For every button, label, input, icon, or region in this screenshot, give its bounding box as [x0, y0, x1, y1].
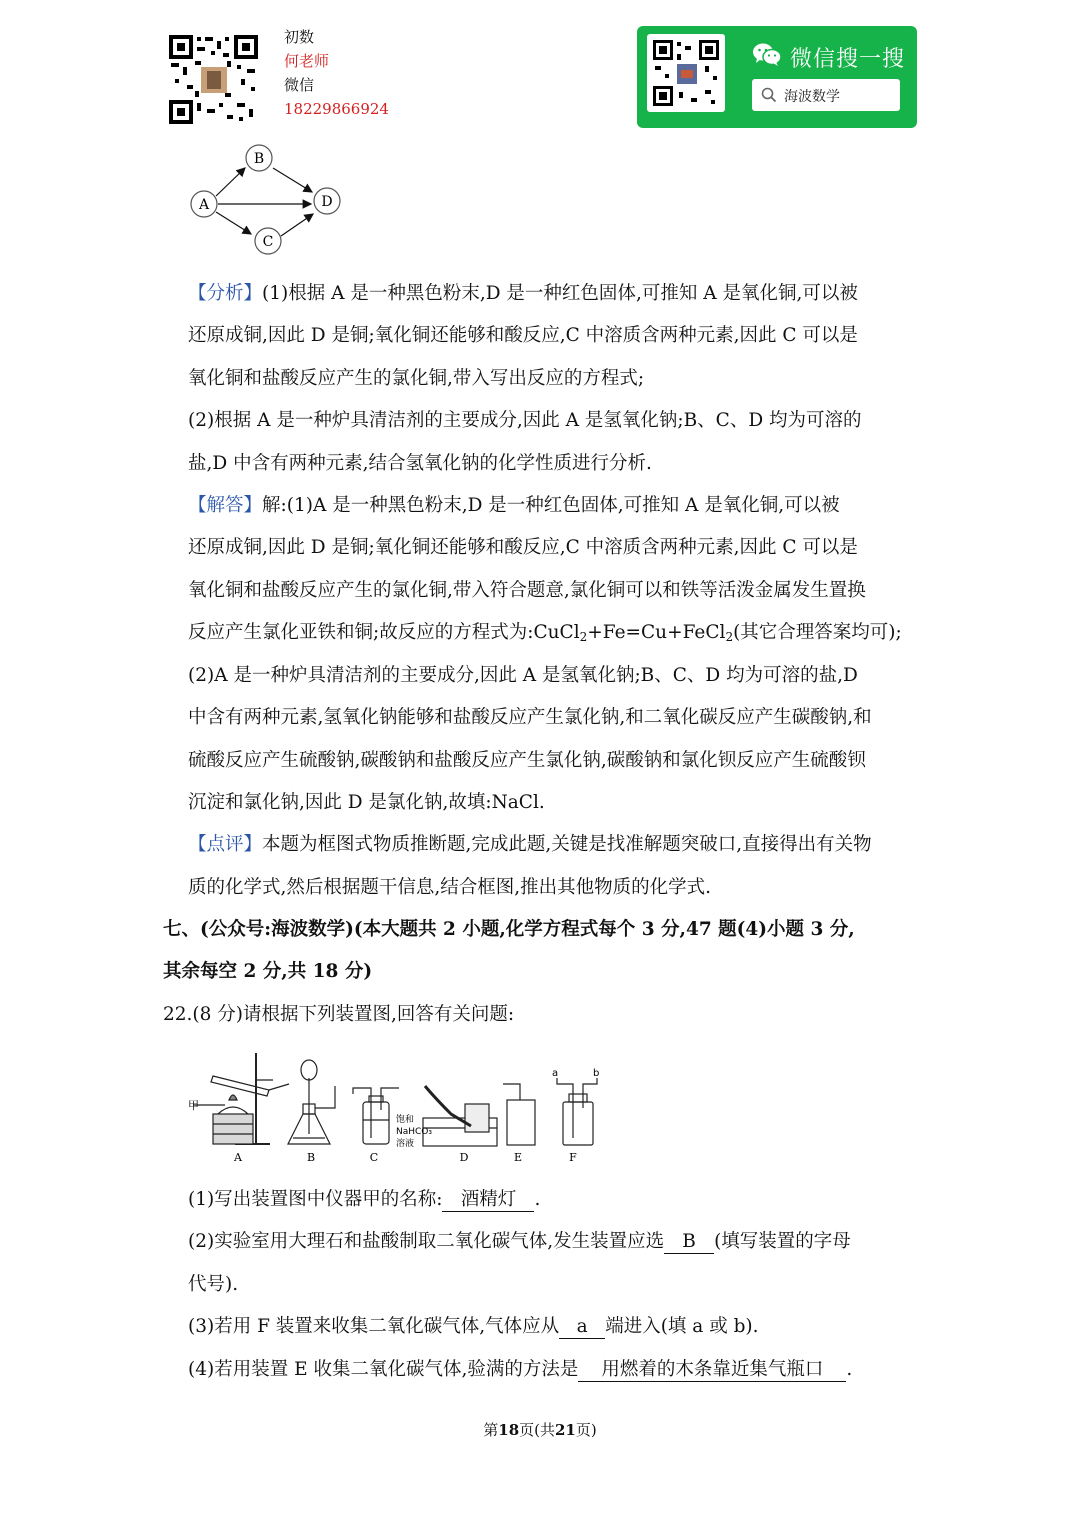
answer-line-6: 中含有两种元素,氢氧化钠能够和盐酸反应产生氯化钠,和二氧化碳反应产生碳酸钠,和	[188, 707, 872, 728]
section-7-heading-line-2: 其余每空 2 分,共 18 分)	[163, 961, 373, 982]
answer-line-8: 沉淀和氯化钠,因此 D 是氯化钠,故填:NaCl.	[188, 792, 545, 813]
page-number: 18	[498, 1421, 520, 1439]
apparatus-label-d: D	[459, 1151, 469, 1164]
apparatus-label-b: B	[306, 1151, 316, 1164]
wechat-qr-code	[647, 34, 725, 112]
apparatus-label-a: A	[234, 1151, 242, 1164]
contact-name: 何老师	[284, 52, 330, 70]
node-d-label: D	[321, 194, 333, 210]
wechat-logo-icon	[752, 42, 782, 68]
q22-sub3: (3)若用 F 装置来收集二氧化碳气体,气体应从 a 端进入(填 a 或 b).	[188, 1316, 759, 1337]
q22-sub2: (2)实验室用大理石和盐酸制取二氧化碳气体,发生装置应选 B (填写装置的字母	[188, 1231, 851, 1252]
page-total: 21	[555, 1421, 576, 1439]
answer-line-4: 反应产生氯化亚铁和铜;故反应的方程式为:CuCl$_2$+Fe=Cu+FeCl$_2$(其它合理答案均可);	[188, 622, 902, 644]
answer-line-7: 硫酸反应产生硫酸钠,碳酸钠和盐酸反应产生氯化钠,碳酸钠和氯化钡反应产生硫酸钡	[188, 750, 866, 771]
q22-sub4: (4)若用装置 E 收集二氧化碳气体,验满的方法是 用燃着的木条靠近集气瓶口 .	[188, 1359, 853, 1380]
teacher-qr-code	[167, 33, 260, 126]
analysis-line-2: 还原成铜,因此 D 是铜;氧化铜还能够和酸反应,C 中溶质含两种元素,因此 C 可以是	[188, 325, 858, 346]
comment-line-2: 质的化学式,然后根据题干信息,结合框图,推出其他物质的化学式.	[188, 877, 712, 898]
node-a-label: A	[198, 197, 210, 213]
section-7-heading-line-1: 七、(公众号:海波数学)(本大题共 2 小题,化学方程式每个 3 分,47 题(4)小题 3 分,	[163, 919, 855, 940]
edge-a-c	[216, 212, 251, 234]
edge-b-d	[273, 168, 312, 192]
contact-wechat: 微信	[284, 76, 315, 94]
label-solution-1: 饱和	[396, 1115, 415, 1125]
wechat-search-box[interactable]	[752, 79, 900, 111]
label-b: b	[593, 1068, 600, 1079]
wechat-search-card[interactable]	[637, 26, 917, 128]
search-icon	[761, 87, 777, 103]
node-c-label: C	[262, 234, 274, 250]
contact-phone: 18229866924	[284, 100, 389, 118]
analysis-line-3: 氧化铜和盐酸反应产生的氯化铜,带入写出反应的方程式;	[188, 368, 645, 389]
wechat-search-text: 海波数学	[784, 89, 840, 105]
edge-c-d	[281, 214, 313, 236]
q22-answer-3: a	[559, 1316, 605, 1339]
apparatus-label-c: C	[369, 1151, 379, 1164]
q22-answer-2: B	[664, 1231, 714, 1254]
answer-tag: 【解答】	[188, 495, 263, 516]
apparatus-label-f: F	[569, 1151, 577, 1164]
wechat-search-title: 微信搜一搜	[790, 47, 906, 72]
q22-stem: 22.(8 分)请根据下列装置图,回答有关问题:	[163, 1004, 515, 1025]
node-b-label: B	[253, 151, 265, 167]
analysis-line-5: 盐,D 中含有两种元素,结合氢氧化钠的化学性质进行分析.	[188, 453, 652, 474]
page-footer: 第18页(共21页)	[483, 1421, 597, 1439]
q22-answer-4: 用燃着的木条靠近集气瓶口	[578, 1359, 846, 1382]
edge-a-b	[216, 168, 245, 196]
contact-line1: 初数	[284, 28, 315, 46]
label-a: a	[552, 1068, 559, 1079]
apparatus-label-e: E	[513, 1151, 523, 1164]
analysis-tag: 【分析】	[188, 283, 263, 304]
label-jia: 甲	[188, 1099, 199, 1112]
q22-sub1: (1)写出装置图中仪器甲的名称: 酒精灯 .	[188, 1189, 541, 1210]
answer-line-2: 还原成铜,因此 D 是铜;氧化铜还能够和酸反应,C 中溶质含两种元素,因此 C 可以是	[188, 537, 858, 558]
answer-line-5: (2)A 是一种炉具清洁剂的主要成分,因此 A 是氢氧化钠;B、C、D 均为可溶的盐,D	[188, 665, 858, 686]
label-solution-2: NaHCO₃	[396, 1127, 432, 1137]
flow-diagram	[185, 142, 345, 257]
analysis-line-4: (2)根据 A 是一种炉具清洁剂的主要成分,因此 A 是氢氧化钠;B、C、D 均为可溶的	[188, 410, 862, 431]
label-solution-3: 溶液	[396, 1139, 415, 1149]
answer-line-1: 【解答】解:(1)A 是一种黑色粉末,D 是一种红色固体,可推知 A 是氧化铜,可以被	[188, 495, 840, 516]
answer-line-3: 氧化铜和盐酸反应产生的氯化铜,带入符合题意,氯化铜可以和铁等活泼金属发生置换	[188, 580, 866, 601]
comment-tag: 【点评】	[188, 834, 263, 855]
analysis-line-1: 【分析】(1)根据 A 是一种黑色粉末,D 是一种红色固体,可推知 A 是氧化铜,可以被	[188, 283, 858, 304]
q22-answer-1: 酒精灯	[442, 1189, 534, 1212]
comment-line-1: 【点评】本题为框图式物质推断题,完成此题,关键是找准解题突破口,直接得出有关物	[188, 834, 872, 855]
q22-sub2-cont: 代号).	[188, 1274, 239, 1295]
apparatus-figure	[185, 1048, 605, 1168]
